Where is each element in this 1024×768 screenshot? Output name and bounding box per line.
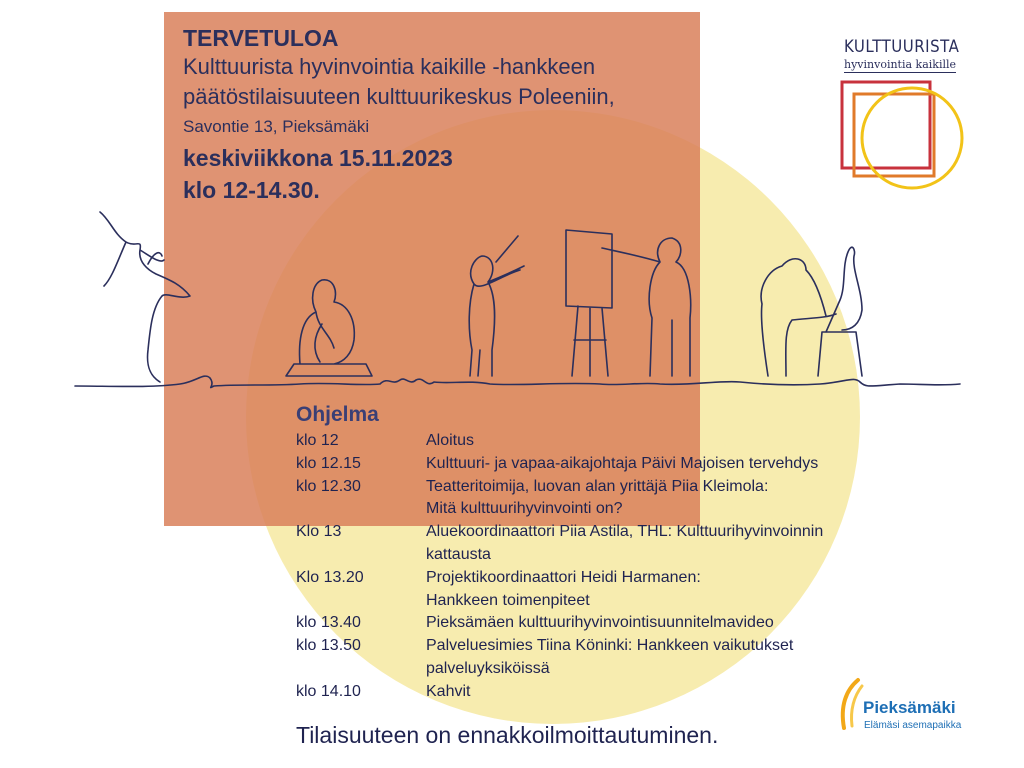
intro-line-1: Kulttuurista hyvinvointia kaikille -hankkeen — [183, 54, 596, 79]
program-description: Aluekoordinaattori Piia Astila, THL: Kulttuurihyvinvoinnin — [426, 523, 824, 541]
program-item — [296, 567, 976, 590]
program-time: klo 12 — [296, 432, 339, 449]
violinist-figure — [469, 236, 524, 376]
program-time: klo 13.40 — [296, 614, 361, 632]
dancer-figure — [100, 212, 190, 382]
program-description: Kulttuuri- ja vapaa-aikajohtaja Päivi Majoisen tervehdys — [426, 454, 819, 472]
program-section — [296, 400, 976, 704]
event-date: keskiviikkona 15.11.2023 — [183, 145, 453, 171]
baseline-squiggle — [75, 376, 960, 387]
program-item — [296, 430, 976, 453]
pieksamaki-logo — [836, 676, 976, 732]
program-title: Ohjelma — [296, 403, 379, 426]
invitation-header — [183, 24, 703, 206]
program-description: Aloitus — [426, 432, 475, 449]
logo-subtitle: hyvinvointia kaikille — [844, 58, 957, 71]
program-item — [296, 612, 976, 635]
logo-frame-graphic — [838, 36, 968, 206]
program-item — [296, 476, 976, 499]
event-time: klo 12-14.30. — [183, 177, 320, 203]
town-slogan: Elämäsi asemapaikka — [864, 720, 962, 731]
program-description-continued: Hankkeen toimenpiteet — [426, 591, 590, 609]
program-item-continuation — [296, 498, 976, 521]
intro-line-2: päätöstilaisuuteen kulttuurikeskus Poleeniin, — [183, 84, 615, 109]
town-logo-swoosh-icon — [836, 676, 866, 732]
logo-title: KULTTUURISTA — [844, 36, 960, 57]
program-time: klo 14.10 — [296, 682, 361, 700]
kulttuurista-logo — [838, 36, 968, 206]
program-time: klo 12.30 — [296, 477, 361, 495]
program-description: Projektikoordinaattori Heidi Harmanen: — [426, 568, 701, 586]
culture-line-art-illustration — [0, 200, 1024, 400]
program-description: Palveluesimies Tiina Köninki: Hankkeen vaikutukset — [426, 637, 794, 655]
program-description-continued: kattausta — [426, 545, 491, 563]
program-time: Klo 13.20 — [296, 568, 364, 586]
program-description-continued: Mitä kulttuurihyvinvointi on? — [426, 500, 623, 518]
painter-and-easel — [566, 230, 691, 376]
program-time: klo 12.15 — [296, 454, 361, 472]
program-item — [296, 453, 976, 476]
thinker-statue — [286, 280, 372, 376]
program-item — [296, 635, 976, 658]
program-item — [296, 521, 976, 544]
program-description: Teatteritoimija, luovan alan yrittäjä Piia Kleimola: — [426, 477, 769, 495]
program-description: Pieksämäen kulttuurihyvinvointisuunnitelmavideo — [426, 614, 774, 632]
event-address: Savontie 13, Pieksämäki — [183, 117, 370, 136]
town-name: Pieksämäki — [863, 698, 956, 717]
program-time: klo 13.50 — [296, 637, 361, 655]
potter-and-vase — [761, 247, 862, 376]
program-description: Kahvit — [426, 682, 471, 700]
program-item-continuation — [296, 590, 976, 613]
program-item-continuation — [296, 544, 976, 567]
welcome-title: TERVETULOA — [183, 25, 339, 51]
program-description-continued: palveluyksiköissä — [426, 659, 550, 677]
program-time: Klo 13 — [296, 523, 342, 541]
registration-note: Tilaisuuteen on ennakkoilmoittautuminen. — [296, 722, 719, 748]
